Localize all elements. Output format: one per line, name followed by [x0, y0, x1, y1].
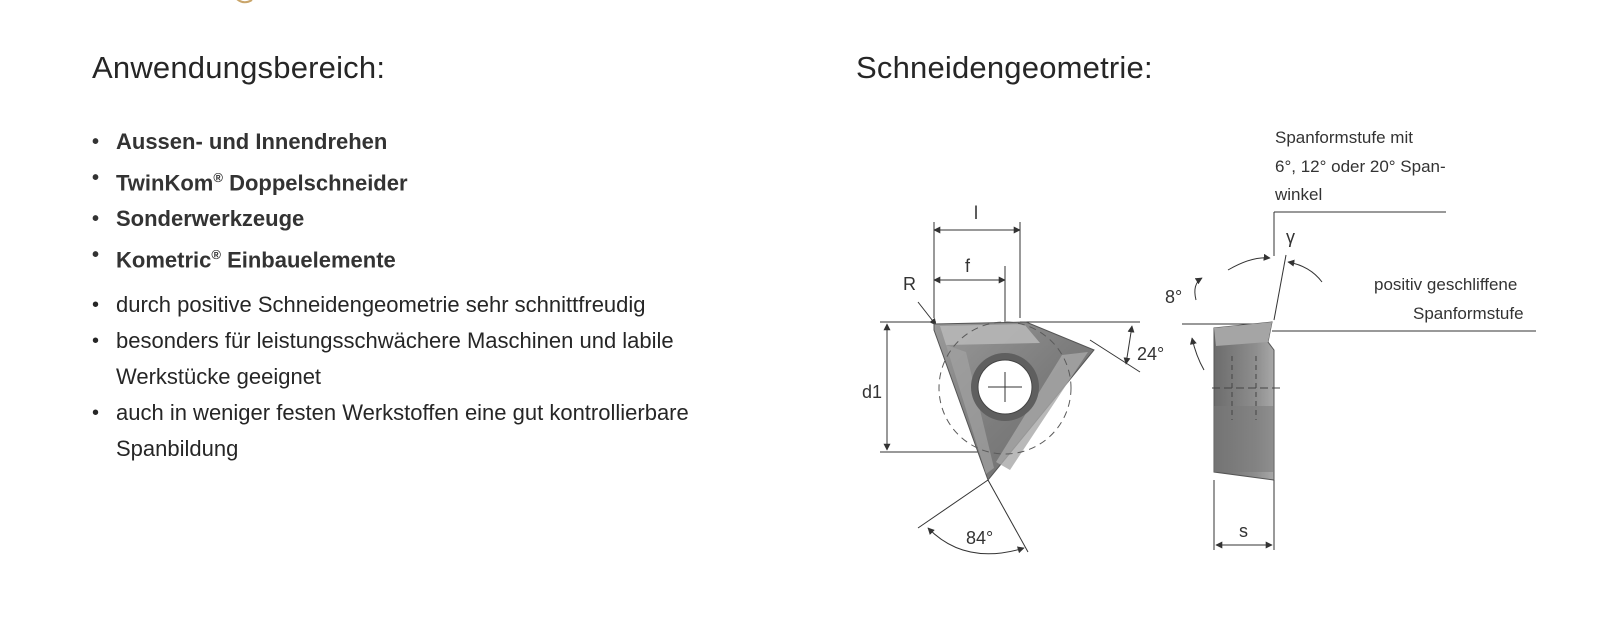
list-item: • besonders für leistungsschwächere Maschinen und labile Werkstücke geeignet: [92, 323, 716, 395]
section-heading-anwendungsbereich: Anwendungsbereich:: [92, 50, 386, 85]
label-gamma: γ: [1286, 227, 1295, 247]
label-f: f: [965, 256, 971, 276]
label-angle-84: 84°: [966, 528, 994, 548]
label-r: R: [903, 274, 916, 294]
list-item: • TwinKom® Doppelschneider: [92, 160, 792, 201]
label-spanformstufe-line3: winkel: [1275, 185, 1323, 204]
label-positiv-line2: Spanformstufe: [1413, 304, 1524, 323]
label-positiv-line1: positiv geschliffene: [1374, 275, 1518, 294]
label-spanformstufe-line1: Spanformstufe mit: [1275, 128, 1413, 147]
label-d1: d1: [862, 382, 883, 402]
list-item: • auch in weniger festen Werkstoffen eine gut kontrollierbare Spanbildung: [92, 395, 726, 467]
list-item: • durch positive Schneidengeometrie sehr schnittfreudig: [92, 287, 792, 323]
insert-side-view: [1165, 128, 1536, 550]
label-angle-24: 24°: [1137, 344, 1165, 364]
list-item: • Aussen- und Innendrehen: [92, 124, 792, 160]
list-item: • Kometric® Einbauelemente: [92, 237, 792, 278]
list-item: • Sonderwerkzeuge: [92, 201, 792, 237]
label-s: s: [1239, 521, 1248, 541]
insert-top-view: [862, 203, 1164, 554]
label-spanformstufe-line2: 6°, 12° oder 20° Span-: [1275, 157, 1446, 176]
label-angle-8: 8°: [1165, 287, 1183, 307]
section-heading-schneidengeometrie: Schneidengeometrie:: [856, 50, 1153, 85]
label-l: l: [974, 203, 978, 223]
